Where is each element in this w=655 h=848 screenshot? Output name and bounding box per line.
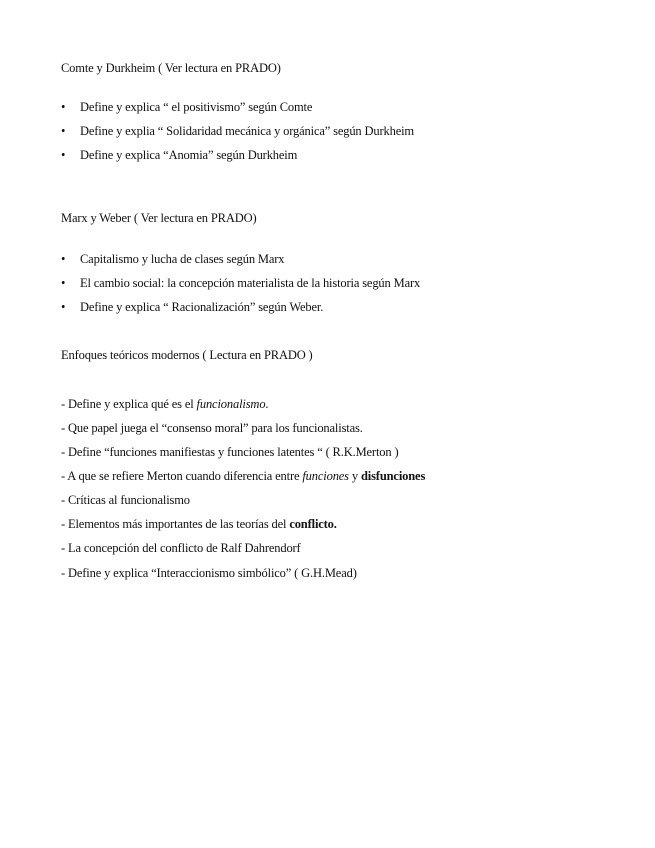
question-line: - Define y explica “Interaccionismo simbólico” ( G.H.Mead) [61,566,357,580]
list-item [61,276,420,291]
list-item-text: El cambio social: la concepción materialista de la historia según Marx [80,276,421,290]
strong-text: conflicto. [289,517,337,531]
bullet-icon: • [61,124,66,138]
list-item [61,124,414,139]
question-line: - La concepción del conflicto de Ralf Dahrendorf [61,541,301,555]
list-item [61,300,323,315]
question-line [61,517,337,532]
question-line: - Que papel juega el “consenso moral” para los funcionalistas. [61,421,363,435]
question-line [61,397,268,412]
question-text: - Elementos más importantes de las teorías del [61,517,290,531]
list-item-text: Define y explica “Anomia” según Durkheim [80,148,298,162]
question-text: - A que se refiere Merton cuando diferencia entre [61,469,303,483]
bullet-icon: • [61,252,66,266]
section-heading-enfoques-teoricos: Enfoques teóricos modernos ( Lectura en PRADO ) [61,348,313,362]
question-line [61,469,425,484]
strong-text: disfunciones [360,469,426,483]
list-item-text: Define y explica “ Racionalización” según Weber. [80,300,324,314]
question-text: . [265,397,269,411]
list-item [61,252,284,267]
question-text: y [348,469,361,483]
question-text: - Define y explica qué es el [61,397,197,411]
list-item-text: Define y explia “ Solidaridad mecánica y orgánica” según Durkheim [80,124,414,138]
emphasis-text: funciones [302,469,349,483]
section-heading-marx-weber: Marx y Weber ( Ver lectura en PRADO) [61,211,257,225]
bullet-icon: • [61,276,66,290]
question-line: - Define “funciones manifiestas y funciones latentes “ ( R.K.Merton ) [61,445,399,459]
bullet-icon: • [61,100,66,114]
question-line: - Críticas al funcionalismo [61,493,190,507]
bullet-icon: • [61,300,66,314]
list-item [61,148,297,163]
bullet-icon: • [61,148,66,162]
list-item-text: Capitalismo y lucha de clases según Marx [80,252,285,266]
emphasis-text: funcionalismo [196,397,266,411]
list-item [61,100,312,115]
section-heading-comte-durkheim: Comte y Durkheim ( Ver lectura en PRADO) [61,61,281,75]
list-item-text: Define y explica “ el positivismo” según Comte [80,100,313,114]
